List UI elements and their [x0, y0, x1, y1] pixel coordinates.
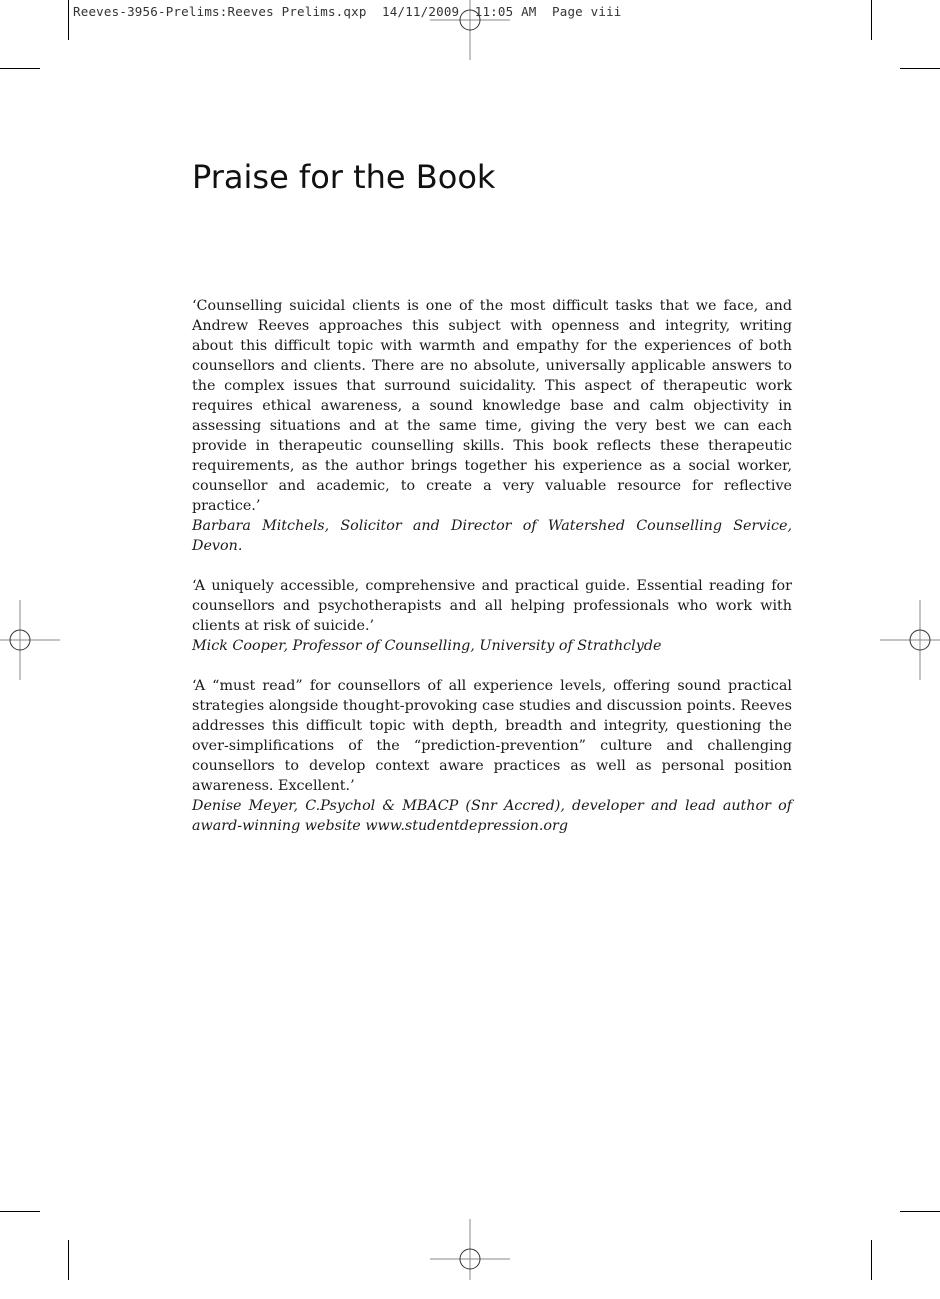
registration-mark-icon	[430, 1219, 510, 1299]
crop-mark-icon	[900, 1211, 940, 1212]
crop-mark-icon	[871, 0, 872, 40]
praise-attribution: Denise Meyer, C.Psychol & MBACP (Snr Accred), developer and lead author of award-winning website www.studentdepression.org	[192, 798, 792, 834]
page-title: Praise for the Book	[192, 158, 496, 196]
registration-mark-icon	[430, 0, 510, 60]
praise-list	[192, 296, 792, 856]
praise-attribution: Mick Cooper, Professor of Counselling, University of Strathclyde	[192, 638, 662, 654]
crop-mark-icon	[68, 0, 69, 40]
praise-attribution: Barbara Mitchels, Solicitor and Director of Watershed Counselling Service, Devon.	[192, 518, 792, 554]
crop-mark-icon	[68, 1240, 69, 1280]
registration-mark-icon	[0, 600, 60, 680]
crop-mark-icon	[900, 68, 940, 69]
printer-slug-line: Reeves-3956-Prelims:Reeves Prelims.qxp 14/11/2009 11:05 AM Page viii	[73, 4, 622, 19]
praise-quote-block	[192, 576, 792, 656]
praise-quote-block	[192, 296, 792, 556]
praise-quote-text: ‘Counselling suicidal clients is one of the most difficult tasks that we face, and Andrew Reeves approaches this subject with openness and integrity, writing about this difficult topic with warmth and empathy for the experiences of both counsellors and clients. There are no absolute, universally applicable answers to the complex issues that surround suicidality. This aspect of therapeutic work requires ethical awareness, a sound knowledge base and calm objectivity in assessing situations and at the same time, giving the very best we can each provide in therapeutic counselling skills. This book reflects these therapeutic requirements, as the author brings together his experience as a social worker, counsellor and academic, to create a very valuable resource for reflective practice.’	[192, 298, 792, 514]
registration-mark-icon	[880, 600, 940, 680]
crop-mark-icon	[0, 1211, 40, 1212]
praise-quote-block	[192, 676, 792, 836]
praise-quote-text: ‘A uniquely accessible, comprehensive and practical guide. Essential reading for counsellors and psychotherapists and all helping professionals who work with clients at risk of suicide.’	[192, 578, 792, 634]
crop-mark-icon	[871, 1240, 872, 1280]
crop-mark-icon	[0, 68, 40, 69]
praise-quote-text: ‘A “must read” for counsellors of all experience levels, offering sound practical strategies alongside thought-provoking case studies and discussion points. Reeves addresses this difficult topic with depth, breadth and integrity, questioning the over-simplifications of the “prediction-prevention” culture and challenging counsellors to develop context aware practices as well as personal position awareness. Excellent.’	[192, 678, 792, 794]
